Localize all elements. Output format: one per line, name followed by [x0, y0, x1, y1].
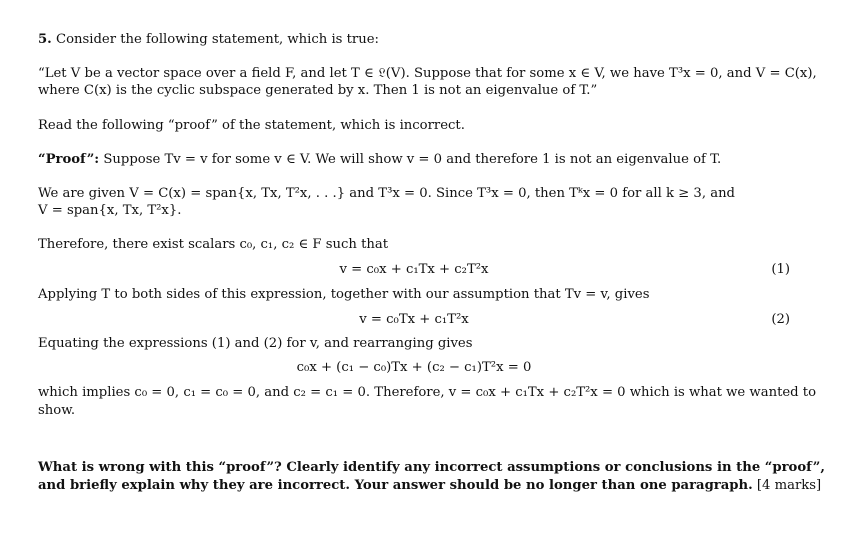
read-instruction: Read the following “proof” of the statement, which is incorrect.	[38, 118, 465, 133]
question-header	[38, 32, 790, 48]
marks-label: [4 marks]	[752, 478, 822, 493]
task-line-1: What is wrong with this “proof”? Clearly identify any incorrect assumptions or conclusions in the “proof”,	[38, 460, 825, 475]
equation-2-number: (2)	[771, 312, 790, 327]
therefore-line: Therefore, there exist scalars c₀, c₁, c₂ ∈ F such that	[38, 237, 389, 252]
implies-line-2: show.	[38, 403, 76, 418]
task-line-2	[38, 478, 822, 494]
equation-1-number: (1)	[771, 262, 790, 277]
given-line-2: V = span{x, Tx, T²x}.	[38, 203, 182, 218]
task-line-2-text: and briefly explain why they are incorrect. Your answer should be no longer than one paragraph.	[38, 478, 753, 493]
given-line-1: We are given V = C(x) = span{x, Tx, T²x, . . .} and T³x = 0. Since T³x = 0, then Tᵏx = 0 for all k ≥ 3, and	[38, 186, 735, 201]
proof-intro: Suppose Tv = v for some v ∈ V. We will show v = 0 and therefore 1 is not an eigenvalue of T.	[99, 152, 722, 167]
proof-intro-line	[38, 152, 790, 168]
equating-line: Equating the expressions (1) and (2) for v, and rearranging gives	[38, 336, 473, 351]
implies-line-1: which implies c₀ = 0, c₁ = c₀ = 0, and c₂ = c₁ = 0. Therefore, v = c₀x + c₁Tx + c₂T²x = 0 which is what we wanted to	[38, 385, 817, 400]
equation-3: c₀x + (c₁ − c₀)Tx + (c₂ − c₁)T²x = 0	[296, 360, 532, 375]
proof-label: “Proof”:	[38, 152, 100, 167]
equation-2: v = c₀Tx + c₁T²x	[359, 312, 469, 327]
statement-line-1: “Let V be a vector space over a field F, and let T ∈ 𝔏(V). Suppose that for some x ∈ V, we have T³x = 0, and V = C(x),	[38, 66, 817, 81]
equation-1: v = c₀x + c₁Tx + c₂T²x	[339, 262, 489, 277]
statement-line-2: where C(x) is the cyclic subspace generated by x. Then 1 is not an eigenvalue of T.”	[38, 83, 598, 98]
applying-line: Applying T to both sides of this expression, together with our assumption that Tv = v, gives	[38, 287, 650, 302]
question-number: 5.	[38, 32, 52, 47]
question-intro: Consider the following statement, which is true:	[55, 32, 379, 47]
